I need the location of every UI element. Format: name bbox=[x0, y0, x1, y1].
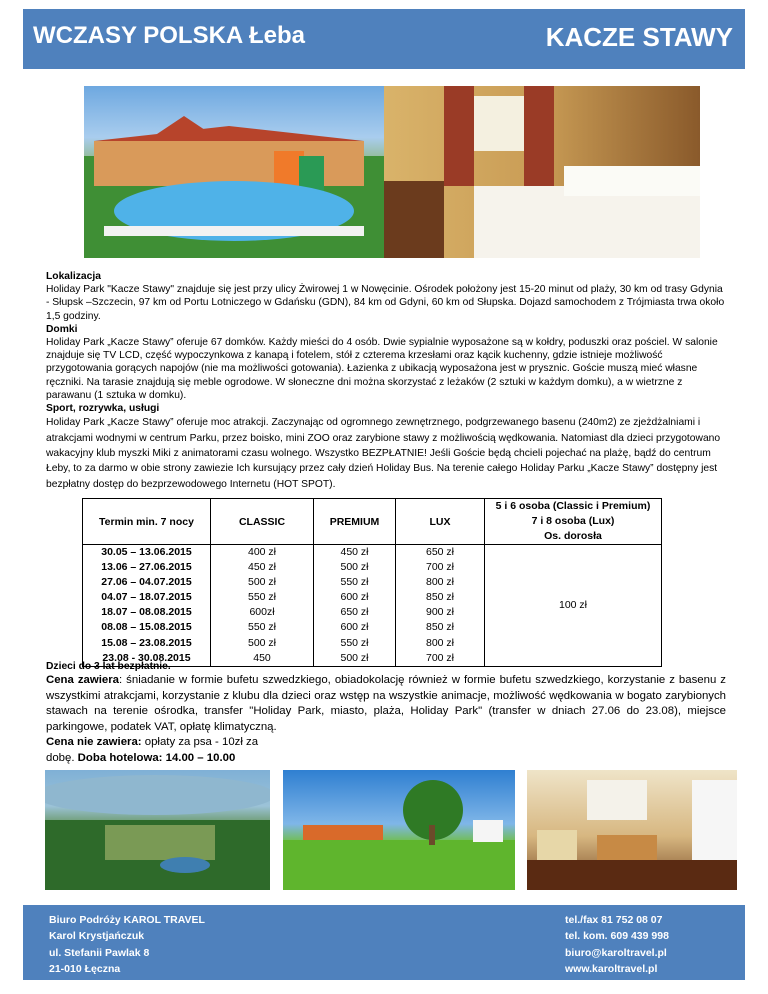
lux-price: 800 zł bbox=[425, 576, 455, 589]
premium-price: 550 zł bbox=[340, 576, 369, 589]
contact-footer bbox=[23, 905, 745, 980]
agency-contacts bbox=[565, 912, 669, 978]
dates-column bbox=[83, 545, 211, 667]
date-row: 23.08 - 30.08.2015 bbox=[102, 651, 191, 664]
header-extra-person bbox=[485, 499, 662, 545]
date-row: 27.06 – 04.07.2015 bbox=[101, 576, 192, 589]
classic-price: 450 bbox=[253, 651, 271, 664]
resort-name: KACZE STAWY bbox=[545, 22, 733, 52]
includes-paragraph bbox=[46, 673, 726, 735]
houses-text: Holiday Park „Kacze Stawy” oferuje 67 domków. Każdy mieści do 4 osób. Dwie sypialnie wyposażone są w kołdry, poduszki oraz pościel. W salonie znajduje się TV LCD, część wypoczynkowa z kanapą i fotelem, stół z czterema krzesłami oraz kącik kuchenny, gdzie istnieje możliwość przygotowania gorących napojów (nie ma możliwości gotowania). Łazienka z ubikacją wyposażona jest w prysznic. Goście muszą mieć własne ręczniki. Na tarasie znajdują się meble ogrodowe. W słoneczne dni można skorzystać z leżaków (2 sztuki w każdym domku), a w wietrzne z parawanu (1 sztuka w domku). bbox=[46, 337, 718, 401]
header-classic: CLASSIC bbox=[211, 499, 314, 545]
page-title: WCZASY POLSKA Łeba bbox=[33, 22, 306, 49]
location-text: Holiday Park "Kacze Stawy" znajduje się jest przy ulicy Żwirowej 1 w Nowęcinie. Ośrodek położony jest 15-20 minut od plaży, 30 km od trasy Gdynia - Słupsk –Szczecin, 97 km od Portu Lotniczego w Gdańsku (GDN), 84 km od Gdyni, 60 km od Słupska. Dojazd samochodem z Trójmiasta trwa około 1,5 godziny. bbox=[46, 284, 725, 322]
hotel-day-paragraph bbox=[46, 751, 726, 767]
agency-street: ul. Stefanii Pawlak 8 bbox=[49, 946, 150, 959]
sport-heading: Sport, rozrywka, usługi bbox=[46, 403, 160, 415]
price-notes bbox=[46, 660, 726, 767]
agency-address bbox=[49, 912, 205, 978]
agency-city: 21-010 Łęczna bbox=[49, 963, 121, 976]
date-row: 15.08 – 23.08.2015 bbox=[101, 636, 192, 649]
extra-header-line-1: 5 i 6 osoba (Classic i Premium) bbox=[495, 500, 651, 512]
day-text: dobę. bbox=[46, 751, 78, 764]
premium-price: 500 zł bbox=[340, 561, 369, 574]
premium-price: 450 zł bbox=[340, 546, 369, 558]
lux-price: 650 zł bbox=[425, 546, 455, 558]
agency-owner: Karol Krystjańczuk bbox=[49, 930, 145, 943]
date-row: 08.08 – 15.08.2015 bbox=[101, 621, 192, 634]
premium-price: 600 zł bbox=[340, 591, 369, 604]
lux-price: 900 zł bbox=[425, 606, 455, 619]
sport-text: Holiday Park „Kacze Stawy” oferuje moc atrakcji. Zaczynając od ogromnego zewnętrznego, podgrzewanego basenu (240m2) ze zjeżdżalniami i atrakcjami wodnymi w centrum Parku, przez boisko, mini ZOO oraz zarybione stawy z możliwością wędkowania. Natomiast dla dzieci przygotowano wakacyjny klub myszki Miki z animatorami czasu wolnego. Wszystko BEZPŁATNIE! Jeśli Goście będą chcieli pojechać na plażę, bądź do centrum Łeby, to za darmo w obie strony zawiezie Ich kursujący przez cały dzień Holiday Bus. Na terenie całego Holiday Parku „Kacze Stawy” dostępny jest bezpłatny dostęp do bezprzewodowego Internetu (HOT SPOT). bbox=[46, 417, 721, 490]
header-lux: LUX bbox=[396, 499, 485, 545]
header-premium: PREMIUM bbox=[314, 499, 396, 545]
date-row: 04.07 – 18.07.2015 bbox=[101, 591, 192, 604]
lux-price: 850 zł bbox=[425, 621, 455, 634]
lux-column bbox=[396, 545, 485, 667]
description-section bbox=[46, 270, 726, 492]
premium-price: 550 zł bbox=[340, 636, 369, 649]
playground-photo bbox=[283, 770, 515, 890]
location-heading: Lokalizacja bbox=[46, 271, 101, 282]
premium-price: 650 zł bbox=[340, 606, 369, 619]
extra-header-line-2: 7 i 8 osoba (Lux) bbox=[531, 515, 615, 527]
price-table bbox=[82, 498, 662, 667]
includes-label: Cena zawiera bbox=[46, 674, 120, 686]
lux-price: 700 zł bbox=[425, 561, 455, 574]
date-row: 18.07 – 08.08.2015 bbox=[101, 606, 192, 619]
hotel-day-hours: Doba hotelowa: 14.00 – 10.00 bbox=[77, 751, 236, 764]
classic-price: 550 zł bbox=[247, 621, 277, 634]
mobile-phone: tel. kom. 609 439 998 bbox=[565, 930, 669, 943]
excludes-paragraph bbox=[46, 735, 726, 751]
classic-price: 500 zł bbox=[247, 636, 277, 649]
classic-price: 550 zł bbox=[247, 591, 277, 604]
date-row: 13.06 – 27.06.2015 bbox=[101, 561, 192, 574]
email-link[interactable]: biuro@karoltravel.pl bbox=[565, 946, 667, 959]
classic-price: 500 zł bbox=[247, 576, 277, 589]
date-row: 30.05 – 13.06.2015 bbox=[101, 546, 192, 558]
phone-fax: tel./fax 81 752 08 07 bbox=[565, 914, 663, 926]
lux-price: 800 zł bbox=[425, 636, 455, 649]
classic-column bbox=[211, 545, 314, 667]
agency-name: Biuro Podróży KAROL TRAVEL bbox=[49, 914, 205, 926]
houses-heading: Domki bbox=[46, 323, 78, 335]
classic-price: 450 zł bbox=[247, 561, 277, 574]
header-bar bbox=[23, 9, 745, 69]
lux-price: 850 zł bbox=[425, 591, 455, 604]
bedroom-photo bbox=[384, 86, 700, 258]
extra-header-line-3: Os. dorosła bbox=[544, 530, 602, 542]
header-term: Termin min. 7 nocy bbox=[83, 499, 211, 545]
children-free-note: Dzieci do 3 lat bezpłatnie. bbox=[46, 661, 171, 672]
includes-text: : śniadanie w formie bufetu szwedzkiego, obiadokolację również w formie bufetu szwedzkiego, korzystanie z basenu z wszystkimi atrakcjami, korzystanie z klubu dla dzieci oraz wstęp na wszystkie animacje, możliwość wędkowania w bogato zarybionych stawach na terenie ośrodka, transfer "Holiday Park, miasto, plaża, Holiday Park" (transfer w dniach 27.06 do 23.08), miejsce parkingowe, podatek VAT, opłatę klimatyczną. bbox=[46, 674, 726, 733]
classic-price: 600zł bbox=[249, 606, 275, 619]
aerial-photo bbox=[45, 770, 270, 890]
website-link[interactable]: www.karoltravel.pl bbox=[565, 963, 658, 976]
excludes-label: Cena nie zawiera: bbox=[46, 736, 142, 749]
excludes-text: opłaty za psa - 10zł za bbox=[141, 736, 259, 749]
lux-price: 700 zł bbox=[425, 651, 455, 664]
premium-price: 500 zł bbox=[340, 651, 369, 664]
living-room-photo bbox=[527, 770, 737, 890]
premium-price: 600 zł bbox=[340, 621, 369, 634]
extra-person-price: 100 zł bbox=[485, 545, 662, 667]
classic-price: 400 zł bbox=[247, 546, 277, 558]
resort-pool-photo bbox=[84, 86, 384, 258]
premium-column bbox=[314, 545, 396, 667]
